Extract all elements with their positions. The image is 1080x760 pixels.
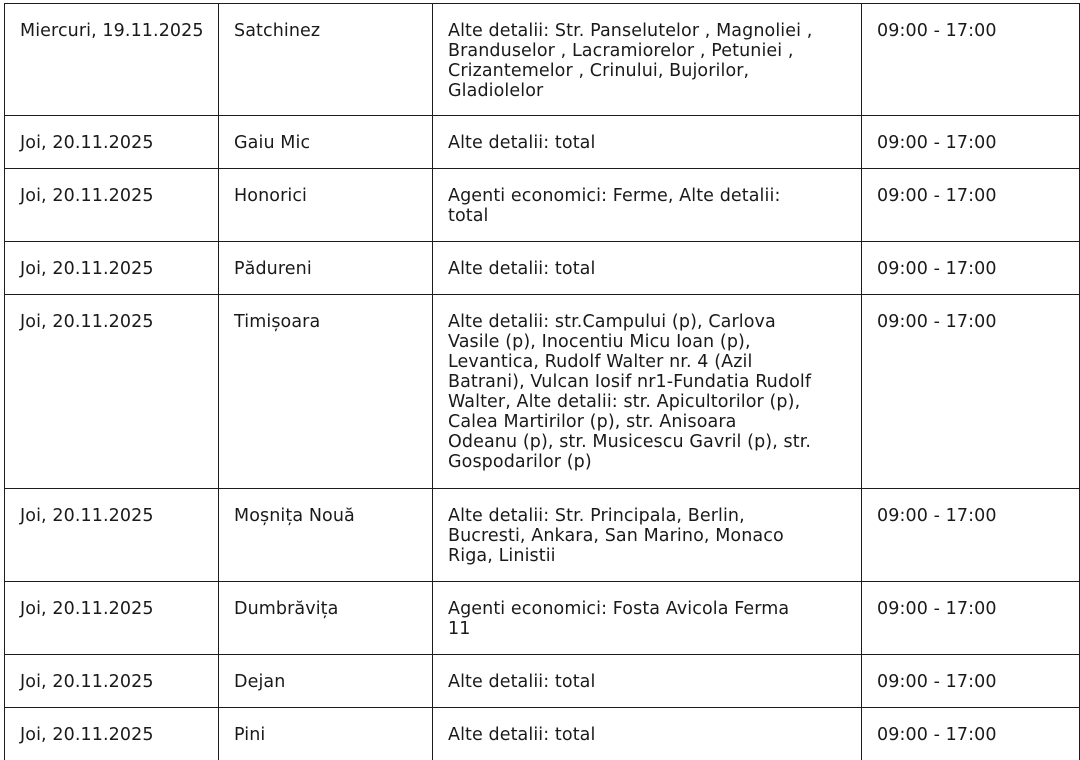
location-cell: Satchinez bbox=[219, 4, 433, 116]
details-cell bbox=[433, 116, 862, 169]
table-row bbox=[5, 116, 1080, 169]
details-cell bbox=[433, 489, 862, 582]
time-interval-cell: 09:00 - 17:00 bbox=[862, 169, 1080, 242]
details-line: Alte detalii: total bbox=[448, 259, 596, 279]
details-line: Odeanu (p), str. Musicescu Gavril (p), str. bbox=[448, 432, 812, 452]
details-line: Alte detalii: total bbox=[448, 672, 596, 692]
date-cell: Joi, 20.11.2025 bbox=[5, 169, 219, 242]
table-row bbox=[5, 4, 1080, 116]
details-line: Alte detalii: Str. Panselutelor , Magnoliei , bbox=[448, 21, 813, 41]
details-line: Alte detalii: Str. Principala, Berlin, bbox=[448, 506, 745, 526]
details-cell bbox=[433, 169, 862, 242]
location-cell: Pădureni bbox=[219, 242, 433, 295]
details-line: Riga, Linistii bbox=[448, 546, 556, 566]
details-line: Gospodarilor (p) bbox=[448, 452, 592, 472]
details-line: Calea Martirilor (p), str. Anisoara bbox=[448, 412, 737, 432]
time-interval-cell: 09:00 - 17:00 bbox=[862, 4, 1080, 116]
details-cell bbox=[433, 582, 862, 655]
time-interval-cell: 09:00 - 17:00 bbox=[862, 489, 1080, 582]
outage-schedule-table bbox=[4, 3, 1080, 760]
location-cell: Moșnița Nouă bbox=[219, 489, 433, 582]
date-cell: Joi, 20.11.2025 bbox=[5, 295, 219, 489]
details-cell bbox=[433, 4, 862, 116]
date-cell: Joi, 20.11.2025 bbox=[5, 708, 219, 760]
location-cell: Pini bbox=[219, 708, 433, 760]
location-cell: Timișoara bbox=[219, 295, 433, 489]
location-cell: Dejan bbox=[219, 655, 433, 708]
location-cell: Dumbrăvița bbox=[219, 582, 433, 655]
details-line: Batrani), Vulcan Iosif nr1-Fundatia Rudolf bbox=[448, 372, 812, 392]
date-cell: Miercuri, 19.11.2025 bbox=[5, 4, 219, 116]
time-interval-cell: 09:00 - 17:00 bbox=[862, 242, 1080, 295]
time-interval-cell: 09:00 - 17:00 bbox=[862, 708, 1080, 760]
time-interval-cell: 09:00 - 17:00 bbox=[862, 116, 1080, 169]
details-cell bbox=[433, 242, 862, 295]
location-cell: Gaiu Mic bbox=[219, 116, 433, 169]
details-line: Levantica, Rudolf Walter nr. 4 (Azil bbox=[448, 352, 753, 372]
table-row bbox=[5, 708, 1080, 760]
details-line: Alte detalii: total bbox=[448, 133, 596, 153]
date-cell: Joi, 20.11.2025 bbox=[5, 655, 219, 708]
schedule-body bbox=[5, 4, 1080, 760]
details-line: 11 bbox=[448, 619, 471, 639]
time-interval-cell: 09:00 - 17:00 bbox=[862, 295, 1080, 489]
table-row bbox=[5, 489, 1080, 582]
details-line: Branduselor , Lacramiorelor , Petuniei , bbox=[448, 41, 794, 61]
table-row bbox=[5, 295, 1080, 489]
table-row bbox=[5, 242, 1080, 295]
location-cell: Honorici bbox=[219, 169, 433, 242]
details-cell bbox=[433, 655, 862, 708]
details-line: Vasile (p), Inocentiu Micu Ioan (p), bbox=[448, 332, 751, 352]
date-cell: Joi, 20.11.2025 bbox=[5, 242, 219, 295]
table-row bbox=[5, 655, 1080, 708]
time-interval-cell: 09:00 - 17:00 bbox=[862, 582, 1080, 655]
details-line: Crizantemelor , Crinului, Bujorilor, bbox=[448, 61, 750, 81]
details-line: total bbox=[448, 206, 489, 226]
details-line: Gladiolelor bbox=[448, 81, 544, 101]
details-cell bbox=[433, 295, 862, 489]
details-line: Agenti economici: Fosta Avicola Ferma bbox=[448, 599, 790, 619]
details-line: Alte detalii: str.Campului (p), Carlova bbox=[448, 312, 776, 332]
details-line: Agenti economici: Ferme, Alte detalii: bbox=[448, 186, 781, 206]
date-cell: Joi, 20.11.2025 bbox=[5, 116, 219, 169]
details-cell bbox=[433, 708, 862, 760]
table-row bbox=[5, 582, 1080, 655]
date-cell: Joi, 20.11.2025 bbox=[5, 582, 219, 655]
details-line: Alte detalii: total bbox=[448, 725, 596, 745]
time-interval-cell: 09:00 - 17:00 bbox=[862, 655, 1080, 708]
table-row bbox=[5, 169, 1080, 242]
date-cell: Joi, 20.11.2025 bbox=[5, 489, 219, 582]
details-line: Walter, Alte detalii: str. Apicultorilor (p), bbox=[448, 392, 801, 412]
details-line: Bucresti, Ankara, San Marino, Monaco bbox=[448, 526, 784, 546]
